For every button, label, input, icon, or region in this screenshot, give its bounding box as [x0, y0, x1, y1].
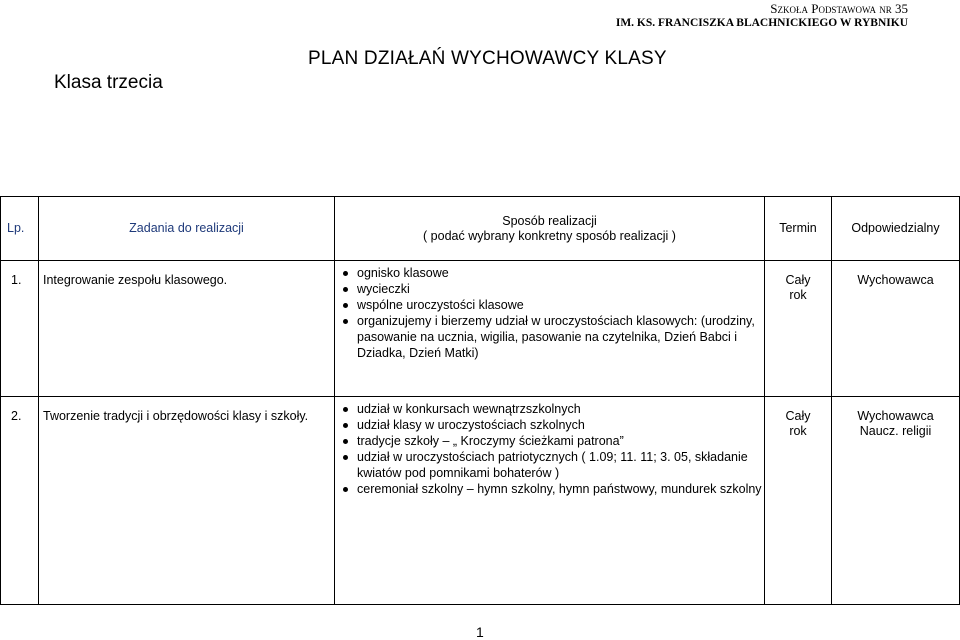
class-title: Klasa trzecia	[54, 72, 163, 93]
list-item: ognisko klasowe	[357, 265, 764, 281]
row-task: Tworzenie tradycji i obrzędowości klasy i szkoły.	[39, 397, 335, 605]
row-ways	[335, 397, 765, 605]
list-item: wycieczki	[357, 281, 764, 297]
header-lp: Lp.	[1, 197, 39, 261]
table-row	[1, 261, 960, 397]
header-term: Termin	[765, 197, 832, 261]
list-item: wspólne uroczystości klasowe	[357, 297, 764, 313]
row-number: 1.	[1, 261, 39, 397]
row-responsible: Wychowawca	[832, 261, 960, 397]
header-ways	[335, 197, 765, 261]
header-ways-line2: ( podać wybrany konkretny sposób realizacji )	[423, 228, 676, 243]
row-task: Integrowanie zespołu klasowego.	[39, 261, 335, 397]
ways-list	[335, 265, 764, 361]
row-number: 2.	[1, 397, 39, 605]
list-item: udział w uroczystościach patriotycznych ( 1.09; 11. 11; 3. 05, składanie kwiatów pod pomnikami bohaterów )	[357, 449, 764, 481]
header-tasks: Zadania do realizacji	[39, 197, 335, 261]
list-item: udział w konkursach wewnątrzszkolnych	[357, 401, 764, 417]
plan-table	[0, 196, 960, 605]
header-ways-line1: Sposób realizacji	[502, 213, 597, 228]
row-ways	[335, 261, 765, 397]
row-term: Cały rok	[765, 261, 832, 397]
page-title: PLAN DZIAŁAŃ WYCHOWAWCY KLASY	[308, 48, 667, 69]
school-header	[616, 2, 908, 30]
list-item: udział klasy w uroczystościach szkolnych	[357, 417, 764, 433]
list-item: ceremoniał szkolny – hymn szkolny, hymn państwowy, mundurek szkolny	[357, 481, 764, 497]
page-number: 1	[476, 624, 484, 640]
ways-list	[335, 401, 764, 497]
school-name: Szkoła Podstawowa nr 35	[770, 1, 908, 16]
school-patron: IM. KS. FRANCISZKA BLACHNICKIEGO W RYBNIKU	[615, 17, 908, 29]
row-responsible: Wychowawca Naucz. religii	[832, 397, 960, 605]
list-item: tradycje szkoły – „ Kroczymy ścieżkami patrona”	[357, 433, 764, 449]
table-row	[1, 397, 960, 605]
row-term: Cały rok	[765, 397, 832, 605]
table-header-row	[1, 197, 960, 261]
header-responsible: Odpowiedzialny	[832, 197, 960, 261]
list-item: organizujemy i bierzemy udział w uroczystościach klasowych: (urodziny, pasowanie na ucznia, wigilia, pasowanie na czytelnika, Dzień Babci i Dziadka, Dzień Matki)	[357, 313, 764, 361]
